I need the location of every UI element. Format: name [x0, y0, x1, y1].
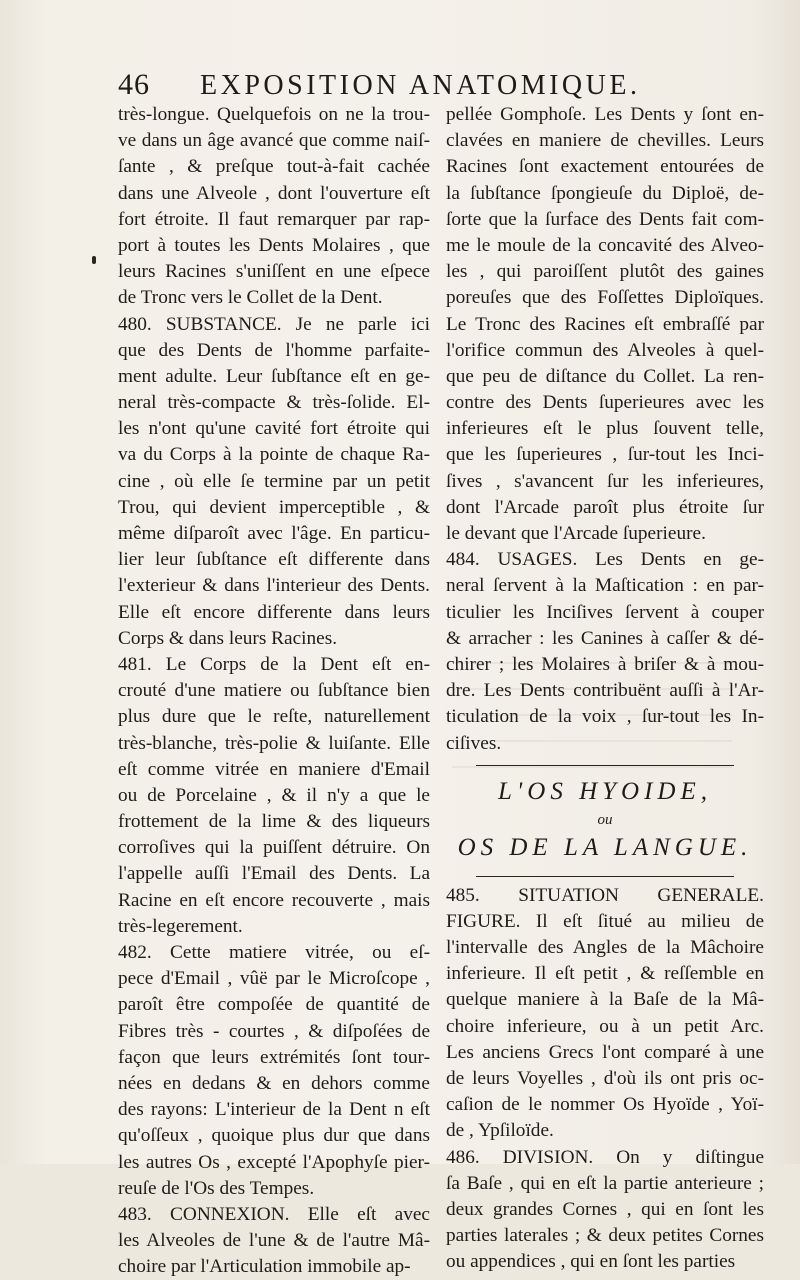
text-line: 481. Le Corps de la Dent eſt en- — [118, 653, 430, 675]
text-line: ticulation de la voix , ſur-tout les In- — [446, 706, 764, 728]
text-line: l'exterieur & dans l'interieur des Dents. — [118, 575, 430, 597]
text-line: très-blanche, très-polie & luiſante. Elle — [118, 732, 430, 754]
text-line: ſives , s'avancent ſur les inferieures, — [446, 470, 764, 492]
text-line: reuſe de l'Os des Tempes. — [118, 1177, 315, 1199]
text-line: paroît être compoſée de quantité de — [118, 994, 430, 1016]
text-line: FIGURE. Il eſt ſitué au milieu de — [446, 910, 764, 932]
right-text-column — [446, 102, 764, 1276]
text-line: dans une Alveole , dont l'ouverture eſt — [118, 182, 430, 204]
text-line: ve dans un âge avancé que comme naiſ- — [118, 130, 430, 152]
text-line: neral ſervent à la Maſtication : en par- — [446, 575, 764, 597]
text-line: contre des Dents ſuperieures avec les — [446, 392, 764, 414]
text-line: fort étroite. Il faut remarquer par rap- — [118, 208, 430, 230]
text-line: ment adulte. Leur ſubſtance eſt en ge- — [118, 365, 430, 387]
text-line: ſante , & preſque tout-à-fait cachée — [118, 156, 430, 178]
text-line: Trou, qui devient imperceptible , & — [118, 496, 430, 518]
text-line: Elle eſt encore differente dans leurs — [118, 601, 430, 623]
text-line: qu'oſſeux , quoique plus dur que dans — [118, 1125, 430, 1147]
text-line: 483. CONNEXION. Elle eſt avec — [118, 1203, 430, 1225]
text-line: va du Corps à la pointe de chaque Ra- — [118, 444, 430, 466]
text-line: 480. SUBSTANCE. Je ne parle ici — [118, 313, 430, 335]
text-line: chirer ; les Molaires à briſer & à mou- — [446, 653, 764, 675]
text-line: la ſubſtance ſpongieuſe du Diploë, de- — [446, 182, 764, 204]
text-line: très-legerement. — [118, 915, 243, 937]
text-line: port à toutes les Dents Molaires , que — [118, 234, 430, 256]
margin-ink-speck — [92, 256, 96, 264]
section-title-line1: L'OS HYOIDE, — [498, 777, 712, 805]
text-line: ou de Porcelaine , & il n'y a que le — [118, 784, 430, 806]
text-line: 486. DIVISION. On y diſtingue — [446, 1146, 764, 1168]
text-line: caſion de le nommer Os Hyoïde , Yoï- — [446, 1094, 764, 1116]
text-line: me le moule de la concavité des Alveo- — [446, 234, 764, 256]
text-line: Corps & dans leurs Racines. — [118, 627, 338, 649]
text-line: choire inferieure, ou à un petit Arc. — [446, 1015, 764, 1037]
section-rule-bottom — [476, 876, 734, 877]
text-line: clavées en maniere de chevilles. Leurs — [446, 130, 764, 152]
text-line: façon que leurs extrémités ſont tour- — [118, 1046, 430, 1068]
text-line: neral très-compacte & très-ſolide. El- — [118, 392, 430, 414]
text-line: que les ſuperieures , ſur-tout les Inci- — [446, 444, 764, 466]
text-line: poreuſes que des Foſſettes Diploïques. — [446, 287, 764, 309]
text-line: l'intervalle des Angles de la Mâchoire — [446, 937, 764, 959]
text-line: Fibres très - courtes , & diſpoſées de — [118, 1020, 430, 1042]
text-line: très-longue. Quelquefois on ne la trou- — [118, 104, 430, 125]
text-line: 484. USAGES. Les Dents en ge- — [446, 549, 764, 571]
text-line: inferieure. Il eſt petit , & reſſemble en — [446, 963, 764, 985]
text-line: les , qui paroiſſent plutôt des gaines — [446, 261, 764, 283]
text-line: lier leur ſubſtance eſt differente dans — [118, 549, 430, 571]
text-line: les n'ont qu'une cavité fort étroite qui — [118, 418, 430, 440]
section-title-or: ou — [597, 811, 613, 828]
text-line: Racine en eſt encore recouverte , mais — [118, 889, 430, 911]
running-title: EXPOSITION ANATOMIQUE. — [200, 70, 641, 101]
text-line: choire par l'Articulation immobile ap- — [118, 1256, 411, 1278]
text-line: quelque maniere à la Baſe de la Mâ- — [446, 989, 764, 1011]
section-rule-top — [476, 765, 734, 766]
right-column-top-text — [446, 102, 764, 757]
text-line: leurs Racines s'uniſſent en une eſpece — [118, 261, 430, 283]
text-line: 482. Cette matiere vitrée, ou eſ- — [118, 942, 430, 963]
text-line: de Tronc vers le Collet de la Dent. — [118, 287, 383, 309]
text-line: pece d'Email , vûë par le Microſcope , — [118, 968, 430, 990]
text-line: l'appelle auſſi l'Email des Dents. La — [118, 863, 430, 885]
text-line: Racines ſont exactement entourées de — [446, 156, 764, 178]
text-line: dont l'Arcade paroît plus étroite ſur — [446, 496, 764, 518]
text-line: plus dure que le reſte, naturellement — [118, 706, 430, 728]
page-number: 46 — [118, 68, 150, 101]
text-line: eſt comme vitrée en maniere d'Email — [118, 758, 430, 780]
right-column-bottom-text — [446, 883, 764, 1276]
text-line: ciſives. — [446, 732, 502, 754]
text-line: que peu de diſtance du Collet. La ren- — [446, 365, 764, 387]
text-line: ſa Baſe , qui en eſt la partie anterieure ; — [446, 1172, 764, 1194]
text-line: ou appendices , qui en ſont les parties — [446, 1251, 736, 1273]
section-title-line2: OS DE LA LANGUE. — [457, 833, 753, 861]
text-line: & arracher : les Canines à caſſer & dé- — [446, 627, 764, 649]
left-text-column — [118, 102, 430, 1280]
text-line: des rayons: L'interieur de la Dent n eſt — [118, 1099, 430, 1121]
text-line: Les anciens Grecs l'ont comparé à une — [446, 1041, 764, 1063]
text-line: les Alveoles de l'une & de l'autre Mâ- — [118, 1230, 430, 1252]
text-line: deux grandes Cornes , qui en ſont les — [446, 1198, 764, 1220]
text-line: 485. SITUATION GENERALE. — [446, 884, 764, 906]
text-line: nées en dedans & en dehors comme — [118, 1072, 430, 1094]
text-line: inferieures eſt le plus ſouvent telle, — [446, 418, 764, 440]
text-line: le devant que l'Arcade ſuperieure. — [446, 523, 706, 544]
text-line: cine , où elle ſe termine par un petit — [118, 470, 430, 492]
text-line: Le Tronc des Racines eſt embraſſé par — [446, 313, 764, 335]
text-line: même diſparoît avec l'âge. En particu- — [118, 523, 430, 544]
text-line: pellée Gomphoſe. Les Dents y ſont en- — [446, 104, 764, 125]
text-line: de leurs Voyelles , d'où ils ont pris oc- — [446, 1068, 764, 1089]
text-line: ticulier les Inciſives ſervent à couper — [446, 601, 764, 623]
text-line: parties laterales ; & deux petites Cornes — [446, 1225, 764, 1247]
text-line: dre. Les Dents contribuënt auſſi à l'Ar- — [446, 680, 764, 702]
text-line: de , Ypſiloïde. — [446, 1120, 554, 1142]
text-line: crouté d'une matiere ou ſubſtance bien — [118, 680, 430, 702]
text-line: l'orifice commun des Alveoles à quel- — [446, 339, 764, 361]
text-line: les autres Os , excepté l'Apophyſe pier- — [118, 1151, 430, 1173]
text-line: corroſives qui la puiſſent détruire. On — [118, 837, 430, 859]
text-line: frottement de la lime & des liqueurs — [118, 811, 430, 833]
text-line: ſorte que la ſurface des Dents fait com- — [446, 208, 764, 230]
text-line: que des Dents de l'homme parfaite- — [118, 339, 430, 361]
